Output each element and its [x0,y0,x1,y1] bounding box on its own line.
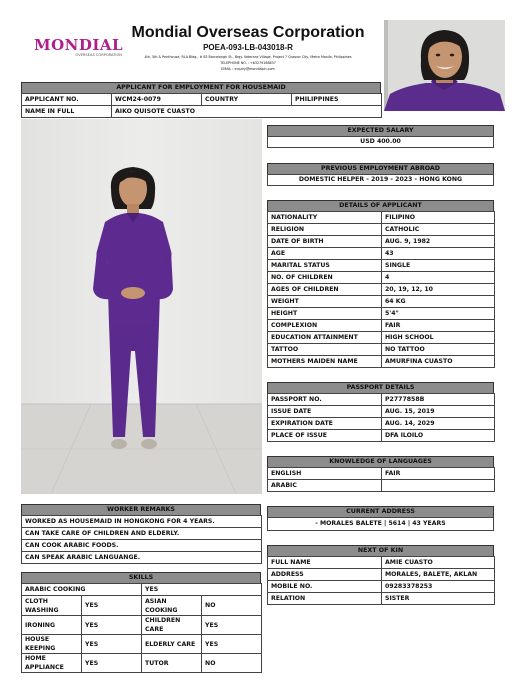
details-row [268,284,495,296]
details-header: DETAILS OF APPLICANT [267,200,494,212]
skills-row [22,596,262,616]
remark-row [22,552,262,564]
kin-row [268,569,495,581]
details-label: COMPLEXION [268,320,382,332]
current-address-header: CURRENT ADDRESS [267,506,494,518]
language-value: FAIR [382,468,495,480]
country-label: COUNTRY [202,94,292,106]
details-row [268,332,495,344]
details-value: HIGH SCHOOL [382,332,495,344]
company-email: EMAIL : inquiry@mondialph.com [221,67,275,71]
language-label: ENGLISH [268,468,382,480]
details-value: NO TATTOO [382,344,495,356]
applicant-table [21,93,382,118]
remark-text: CAN SPEAK ARABIC LANGUANGE. [22,552,262,564]
company-address: 4th, 5th & Penthouse, RLA Bldg., # 83 Barcelongh St., Brgy. Veterans Village, Project 7 Quezon City, Metro Manila, Philippines [144,55,352,59]
kin-label: MOBILE NO. [268,581,382,593]
language-label: ARABIC [268,480,382,492]
skill-label: IRONING [22,616,82,635]
passport-row [268,430,495,442]
logo-subtext: OVERSEAS CORPORATION [75,53,122,57]
details-row [268,236,495,248]
details-row [268,248,495,260]
details-value: FILIPINO [382,212,495,224]
skill-value: YES [202,635,262,654]
details-label: AGES OF CHILDREN [268,284,382,296]
next-of-kin-header: NEXT OF KIN [267,545,494,557]
skills-table [21,583,262,673]
skill-label: CLOTH WASHING [22,596,82,616]
details-row [268,272,495,284]
details-label: RELIGION [268,224,382,236]
skill-value: YES [82,596,142,616]
language-value [382,480,495,492]
kin-row [268,557,495,569]
skills-row [22,654,262,673]
details-row [268,320,495,332]
applicant-headshot [384,20,505,111]
country-value: PHILIPPINES [292,94,382,106]
details-label: WEIGHT [268,296,382,308]
details-row [268,344,495,356]
passport-value: P2777858B [382,394,495,406]
applicant-number-row [22,94,382,106]
company-logo [34,38,126,60]
details-label: NO. OF CHILDREN [268,272,382,284]
skill-label: HOUSE KEEPING [22,635,82,654]
details-value: FAIR [382,320,495,332]
details-value: 64 KG [382,296,495,308]
remark-text: WORKED AS HOUSEMAID IN HONGKONG FOR 4 YEARS. [22,516,262,528]
details-label: EDUCATION ATTAINMENT [268,332,382,344]
skill-value: NO [202,596,262,616]
skill-label: ELDERLY CARE [142,635,202,654]
applicant-full-photo [21,119,262,494]
kin-value: 09283378253 [382,581,495,593]
details-row [268,296,495,308]
language-row [268,480,495,492]
passport-row [268,394,495,406]
full-name-label: NAME IN FULL [22,106,112,118]
company-name: Mondial Overseas Corporation [131,24,365,41]
full-name-row [22,106,382,118]
applicant-no-label: APPLICANT NO. [22,94,112,106]
details-label: AGE [268,248,382,260]
skills-row [22,635,262,654]
applicant-no-value: WCM24-0079 [112,94,202,106]
passport-label: EXPIRATION DATE [268,418,382,430]
applicant-section-header: APPLICANT FOR EMPLOYMENT FOR HOUSEMAID [21,82,381,94]
license-number: POEA-093-LB-043018-R [203,43,293,52]
remark-row [22,540,262,552]
skill-label: HOME APPLIANCE [22,654,82,673]
kin-value: SISTER [382,593,495,605]
kin-value: AMIE CUASTO [382,557,495,569]
skill-value: YES [82,616,142,635]
logo-text: MONDIAL [34,36,124,54]
details-value: 4 [382,272,495,284]
details-row [268,308,495,320]
remark-row [22,528,262,540]
languages-header: KNOWLEDGE OF LANGUAGES [267,456,494,468]
kin-label: ADDRESS [268,569,382,581]
previous-employment-header: PREVIOUS EMPLOYMENT ABROAD [267,163,494,175]
details-label: NATIONALITY [268,212,382,224]
details-value: CATHOLIC [382,224,495,236]
skill-value: YES [202,616,262,635]
expected-salary-header: EXPECTED SALARY [267,125,494,137]
worker-remarks-header: WORKER REMARKS [21,504,261,516]
details-value: 20, 19, 12, 10 [382,284,495,296]
skill-value: YES [82,635,142,654]
full-name-value: AIKO QUISOTE CUASTO [112,106,382,118]
details-label: MOTHERS MAIDEN NAME [268,356,382,368]
details-table [267,211,495,368]
passport-row [268,418,495,430]
passport-row [268,406,495,418]
passport-label: PASSPORT NO. [268,394,382,406]
previous-employment-value: DOMESTIC HELPER - 2019 - 2023 - HONG KONG [267,174,494,186]
passport-value: AUG. 15, 2019 [382,406,495,418]
details-value: AUG. 9, 1982 [382,236,495,248]
passport-header: PASSPORT DETAILS [267,382,494,394]
passport-value: AUG. 14, 2029 [382,418,495,430]
skill-label: ARABIC COOKING [22,584,142,596]
expected-salary-value: USD 400.00 [267,136,494,148]
language-row [268,468,495,480]
details-row [268,356,495,368]
details-row [268,224,495,236]
details-label: DATE OF BIRTH [268,236,382,248]
details-value: 5'4" [382,308,495,320]
passport-label: PLACE OF ISSUE [268,430,382,442]
details-value: 43 [382,248,495,260]
remark-text: CAN TAKE CARE OF CHILDREN AND ELDERLY. [22,528,262,540]
skill-value: NO [202,654,262,673]
worker-remarks-table [21,515,262,564]
passport-value: DFA ILOILO [382,430,495,442]
kin-label: RELATION [268,593,382,605]
skill-label: TUTOR [142,654,202,673]
skills-row [22,584,262,596]
remark-text: CAN COOK ARABIC FOODS. [22,540,262,552]
skills-row [22,616,262,635]
company-telephone: TELEPHONE NO. : +63279188837 [220,61,276,65]
skill-label: ASIAN COOKING [142,596,202,616]
skill-value: YES [142,584,262,596]
passport-label: ISSUE DATE [268,406,382,418]
details-label: MARITAL STATUS [268,260,382,272]
passport-table [267,393,495,442]
kin-row [268,581,495,593]
languages-table [267,467,495,492]
kin-label: FULL NAME [268,557,382,569]
next-of-kin-table [267,556,495,605]
current-address-value: - MORALES BALETE | 5614 | 43 YEARS [267,517,494,531]
details-label: TATTOO [268,344,382,356]
kin-value: MORALES, BALETE, AKLAN [382,569,495,581]
details-value: AMURFINA CUASTO [382,356,495,368]
skills-header: SKILLS [21,572,261,584]
details-value: SINGLE [382,260,495,272]
details-row [268,212,495,224]
kin-row [268,593,495,605]
remark-row [22,516,262,528]
details-row [268,260,495,272]
skill-label: CHILDREN CARE [142,616,202,635]
details-label: HEIGHT [268,308,382,320]
skill-value: YES [82,654,142,673]
